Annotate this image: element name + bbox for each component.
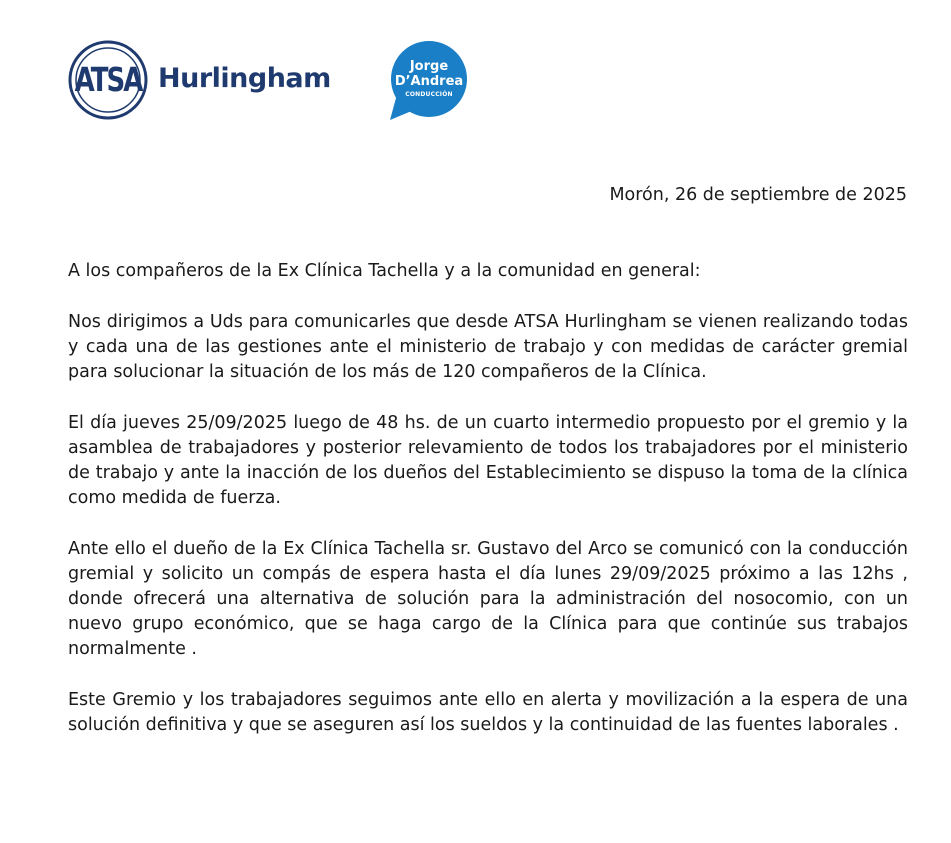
bubble-name-last: D’Andrea bbox=[394, 74, 464, 89]
bubble-name-first: Jorge bbox=[409, 59, 449, 74]
atsa-logo-text: ATSA bbox=[74, 61, 142, 99]
bubble-subtitle: CONDUCCIÓN bbox=[405, 91, 453, 98]
letter-body bbox=[68, 259, 908, 764]
letter-paragraph: Ante ello el dueño de la Ex Clínica Tachella sr. Gustavo del Arco se comunicó con la conducción gremial y solicito un compás de espera hasta el día lunes 29/09/2025 próximo a las 12hs , donde ofrecerá una alternativa de solución para la administración del nosocomio, con un nuevo grupo económico, que se haga cargo de la Clínica para que continúe sus trabajos normalmente . bbox=[68, 539, 908, 659]
letter-paragraph: Nos dirigimos a Uds para comunicarles que desde ATSA Hurlingham se vienen realizando todas y cada una de las gestiones ante el ministerio de trabajo y con medidas de carácter gremial para solucionar la situación de los más de 120 compañeros de la Clínica. bbox=[68, 312, 908, 382]
letter-date: Morón, 26 de septiembre de 2025 bbox=[609, 185, 907, 205]
letter-paragraph: El día jueves 25/09/2025 luego de 48 hs. de un cuarto intermedio propuesto por el gremio y la asamblea de trabajadores y posterior relevamiento de todos los trabajadores por el ministerio de trabajo y ante la inacción de los dueños del Establecimiento se dispuso la toma de la clínica como medida de fuerza. bbox=[68, 413, 908, 508]
org-name: Hurlingham bbox=[158, 63, 331, 94]
letterhead bbox=[68, 40, 488, 122]
letter-paragraph: Este Gremio y los trabajadores seguimos ante ello en alerta y movilización a la espera de una solución definitiva y que se aseguren así los sueldos y la continuidad de las fuentes laborales . bbox=[68, 690, 908, 735]
letter-greeting: A los compañeros de la Ex Clínica Tachella y a la comunidad en general: bbox=[68, 261, 701, 281]
atsa-logo bbox=[68, 40, 148, 120]
jorge-dandrea-logo bbox=[388, 40, 470, 122]
